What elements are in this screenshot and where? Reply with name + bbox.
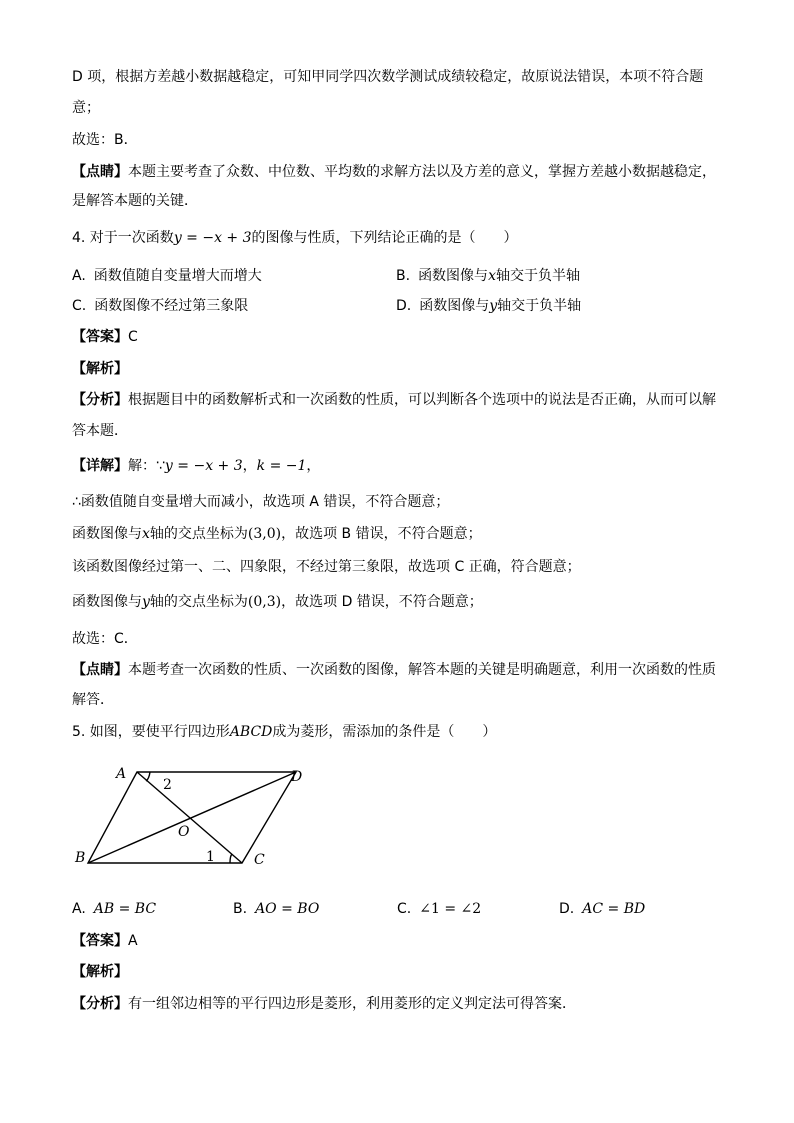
detail-end: ， <box>306 458 321 474</box>
detail-k: k = −1 <box>256 458 307 474</box>
q5-analysis-heading <box>72 962 732 982</box>
option-formula: ∠1 = ∠2 <box>419 901 482 917</box>
q5-stem-pre: 5. 如图，要使平行四边形 <box>72 724 230 740</box>
answer-tag: 【答案】 <box>72 933 128 949</box>
vertex-c-label: C <box>254 852 265 868</box>
angle-1-label: 1 <box>206 849 215 865</box>
q5-stem-post: 成为菱形，需添加的条件是（ ） <box>272 724 497 740</box>
review-text: 本题考查一次函数的性质、一次函数的图像，解答本题的关键是明确题意，利用一次函数的性质 <box>128 662 716 678</box>
step-pre: 函数图像与 <box>72 526 142 542</box>
fenxi-text: 根据题目中的函数解析式和一次函数的性质，可以判断各个选项中的说法是否正确，从而可以解 <box>128 392 716 408</box>
fenxi-tag: 【分析】 <box>72 392 128 408</box>
q5-option-b <box>233 899 319 919</box>
q4-answer <box>72 327 732 347</box>
q3-explanation-continuation: 意； <box>72 100 100 116</box>
option-text-pre: 函数图像与 <box>419 298 490 314</box>
detail-sep: ， <box>242 458 257 474</box>
q3-final-choice: 故选：B． <box>72 132 138 148</box>
option-label: C. <box>72 298 87 314</box>
answer-value: C <box>128 329 138 345</box>
angle-2-arc <box>146 772 150 781</box>
q4-review-line1 <box>72 660 732 680</box>
q4-final-choice: 故选：C． <box>72 631 138 647</box>
q4-stem-formula: y = −x + 3 <box>173 230 252 246</box>
step-pre: 函数图像与 <box>72 594 142 610</box>
option-label: B. <box>396 268 411 284</box>
q4-option-a <box>72 266 262 286</box>
q3-review-line1 <box>72 162 732 182</box>
option-label: A. <box>72 268 86 284</box>
detail-tag: 【详解】 <box>72 458 128 474</box>
angle-1-arc <box>230 854 232 863</box>
step-var: x <box>142 526 150 542</box>
answer-tag: 【答案】 <box>72 329 128 345</box>
q4-detail-step4 <box>72 592 732 612</box>
q4-detail-step1: ∴函数值随自变量增大而减小，故选项 A 错误，不符合题意； <box>72 494 450 510</box>
q3-review-line2: 是解答本题的关键． <box>72 193 198 209</box>
q4-stem <box>72 228 732 248</box>
option-label: C. <box>397 901 412 917</box>
center-o-label: O <box>178 824 190 840</box>
option-text: 函数图像不经过第三象限 <box>94 298 249 314</box>
diagonal-ac <box>137 772 242 863</box>
option-label: A. <box>72 901 86 917</box>
option-formula: AO = BO <box>255 901 320 917</box>
step-point: (3,0) <box>247 526 282 542</box>
step-post: ，故选项 B 错误，不符合题意； <box>281 526 482 542</box>
option-text: 函数值随自变量增大而增大 <box>93 268 262 284</box>
analysis-tag: 【解析】 <box>72 361 128 377</box>
q4-stem-pre: 4. 对于一次函数 <box>72 230 174 246</box>
detail-pre: 解：∵ <box>128 458 165 474</box>
vertex-b-label: B <box>75 850 86 866</box>
angle-2-label: 2 <box>163 777 172 793</box>
step-mid: 轴的交点坐标为 <box>149 526 248 542</box>
vertex-a-label: A <box>116 766 127 782</box>
parallelogram-figure <box>70 760 330 872</box>
step-post: ，故选项 D 错误，不符合题意； <box>281 594 483 610</box>
analysis-tag: 【解析】 <box>72 964 128 980</box>
option-text-post: 轴交于负半轴 <box>497 298 582 314</box>
q4-option-d <box>396 296 581 316</box>
q5-option-a <box>72 899 156 919</box>
q5-stem-var: ABCD <box>229 724 273 740</box>
q4-fenxi-line2: 答本题． <box>72 423 128 439</box>
option-label: B. <box>233 901 248 917</box>
q4-detail <box>72 456 732 476</box>
answer-value: A <box>128 933 138 949</box>
option-text-pre: 函数图像与 <box>418 268 489 284</box>
step-var: y <box>142 594 150 610</box>
step-mid: 轴的交点坐标为 <box>149 594 248 610</box>
option-formula: AB = BC <box>93 901 157 917</box>
q4-fenxi-line1 <box>72 390 732 410</box>
q5-stem <box>72 722 732 742</box>
q4-option-c <box>72 296 248 316</box>
q3-option-d-explanation: D 项，根据方差越小数据越稳定，可知甲同学四次数学测试成绩较稳定，故原说法错误，本项不符合题 <box>72 69 704 85</box>
q4-stem-post: 的图像与性质，下列结论正确的是（ ） <box>251 230 518 246</box>
q4-option-b <box>396 266 580 286</box>
q3-review-text: 本题主要考查了众数、中位数、平均数的求解方法以及方差的意义，掌握方差越小数据越稳定， <box>128 164 716 180</box>
q4-analysis-heading <box>72 359 732 379</box>
option-label: D. <box>559 901 575 917</box>
q4-detail-step3: 该函数图像经过第一、二、四象限，不经过第三象限，故选项 C 正确，符合题意； <box>72 559 581 575</box>
option-text-post: 轴交于负半轴 <box>495 268 580 284</box>
vertex-d-label: D <box>291 769 303 785</box>
q4-detail-step2 <box>72 524 732 544</box>
q4-review-line2: 解答． <box>72 692 114 708</box>
q5-option-d <box>559 899 645 919</box>
review-tag: 【点睛】 <box>72 164 128 180</box>
review-tag: 【点睛】 <box>72 662 128 678</box>
q5-answer <box>72 931 732 951</box>
q5-fenxi-line1 <box>72 994 732 1014</box>
option-var: y <box>489 298 498 314</box>
option-label: D. <box>396 298 412 314</box>
diagonal-bd <box>88 772 296 863</box>
fenxi-text: 有一组邻边相等的平行四边形是菱形，利用菱形的定义判定法可得答案． <box>128 996 576 1012</box>
option-formula: AC = BD <box>582 901 646 917</box>
q5-option-c <box>397 899 481 919</box>
fenxi-tag: 【分析】 <box>72 996 128 1012</box>
step-point: (0,3) <box>247 594 282 610</box>
detail-formula: y = −x + 3 <box>164 458 243 474</box>
option-var: x <box>488 268 496 284</box>
